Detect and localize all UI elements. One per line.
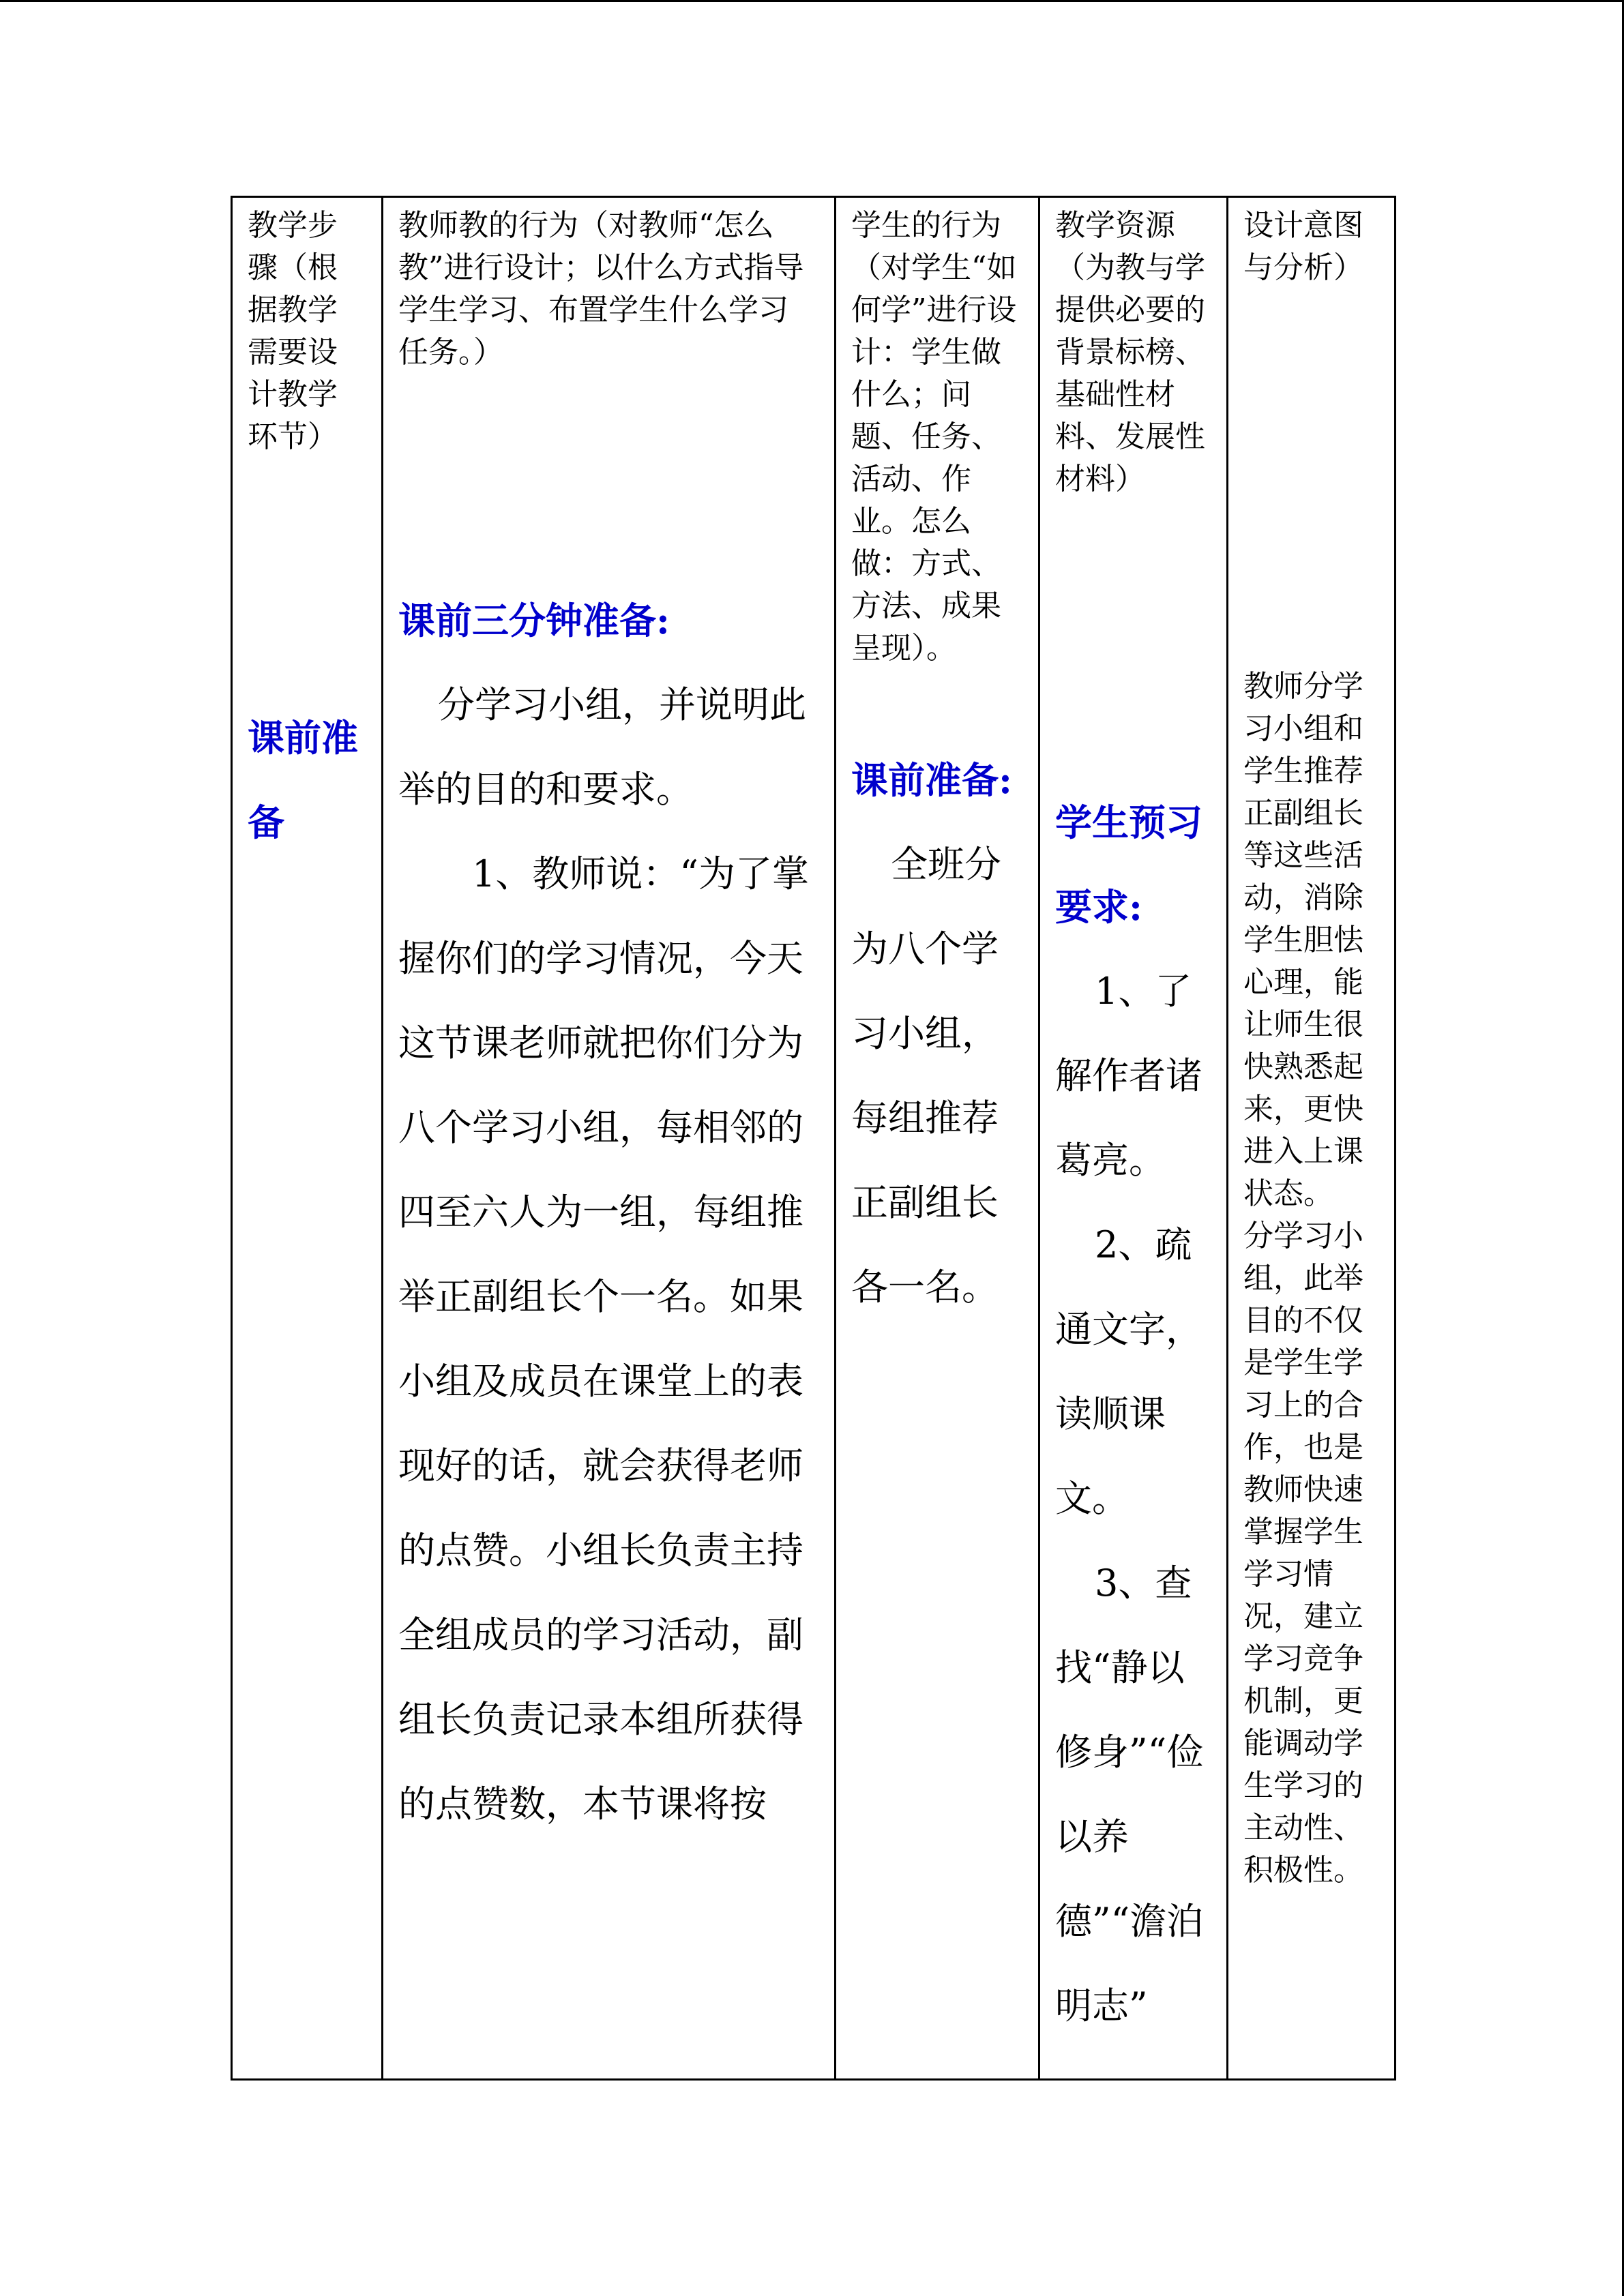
teacher-paragraph-1: 分学习小组，并说明此举的目的和要求。 xyxy=(398,683,806,811)
student-column-cell xyxy=(836,197,1039,2080)
resources-item-1: 1、了解作者诸葛亮。 xyxy=(1055,970,1202,1182)
step-title: 课前准备 xyxy=(248,716,358,844)
lesson-plan-table xyxy=(231,196,1396,2081)
teacher-column-header: 教师教的行为（对教师“怎么教”进行设计；以什么方式指导学生学习、布置学生什么学习任务。） xyxy=(398,208,804,370)
design-analysis-1: 教师分学习小组和学生推荐正副组长等这些活动，消除学生胆怯心理，能让师生很快熟悉起来，更快进入上课状态。 xyxy=(1243,669,1363,1211)
page-top-border xyxy=(0,0,1624,2)
design-analysis-2: 分学习小组，此举目的不仅是学生学习上的合作，也是教师快速掌握学生学习情况，建立学习竞争机制，更能调动学生学习的主动性、积极性。 xyxy=(1243,1219,1363,1888)
resources-column-cell xyxy=(1039,197,1228,2080)
student-text: 全班分为八个学习小组，每组推荐正副组长各一名。 xyxy=(851,843,1001,1309)
step-column-cell xyxy=(232,197,383,2080)
resources-column-header: 教学资源（为教与学提供必要的背景标榜、基础性材料、发展性材料） xyxy=(1055,208,1205,496)
student-section-title: 课前准备: xyxy=(851,758,1012,802)
resources-item-2: 2、疏通文字，读顺课文。 xyxy=(1055,1223,1202,1520)
resources-item-3: 3、查找“静以修身”“俭以养德”“澹泊明志” xyxy=(1055,1562,1204,2027)
resources-section-title: 学生预习要求: xyxy=(1055,801,1202,929)
teacher-section-title: 课前三分钟准备: xyxy=(398,599,670,642)
teacher-paragraph-2: 1、教师说：“为了掌握你们的学习情况，今天这节课老师就把你们分为八个学习小组，每相邻的四至六人为一组，每组推举正副组长个一名。如果小组及成员在课堂上的表现好的话，就会获得老师的点赞。小组长负责主持全组成员的学习活动，副组长负责记录本组所获得的点赞数，本节课将按 xyxy=(398,852,809,1825)
design-column-cell xyxy=(1228,197,1396,2080)
design-column-header: 设计意图与分析） xyxy=(1243,208,1363,285)
teacher-column-cell xyxy=(383,197,836,2080)
step-column-header: 教学步骤（根据教学需要设计教学环节） xyxy=(248,208,338,454)
student-column-header: 学生的行为（对学生“如何学”进行设计：学生做什么；问题、任务、活动、作业。怎么做：方式、方法、成果呈现）。 xyxy=(851,208,1017,666)
table-row xyxy=(232,197,1396,2080)
